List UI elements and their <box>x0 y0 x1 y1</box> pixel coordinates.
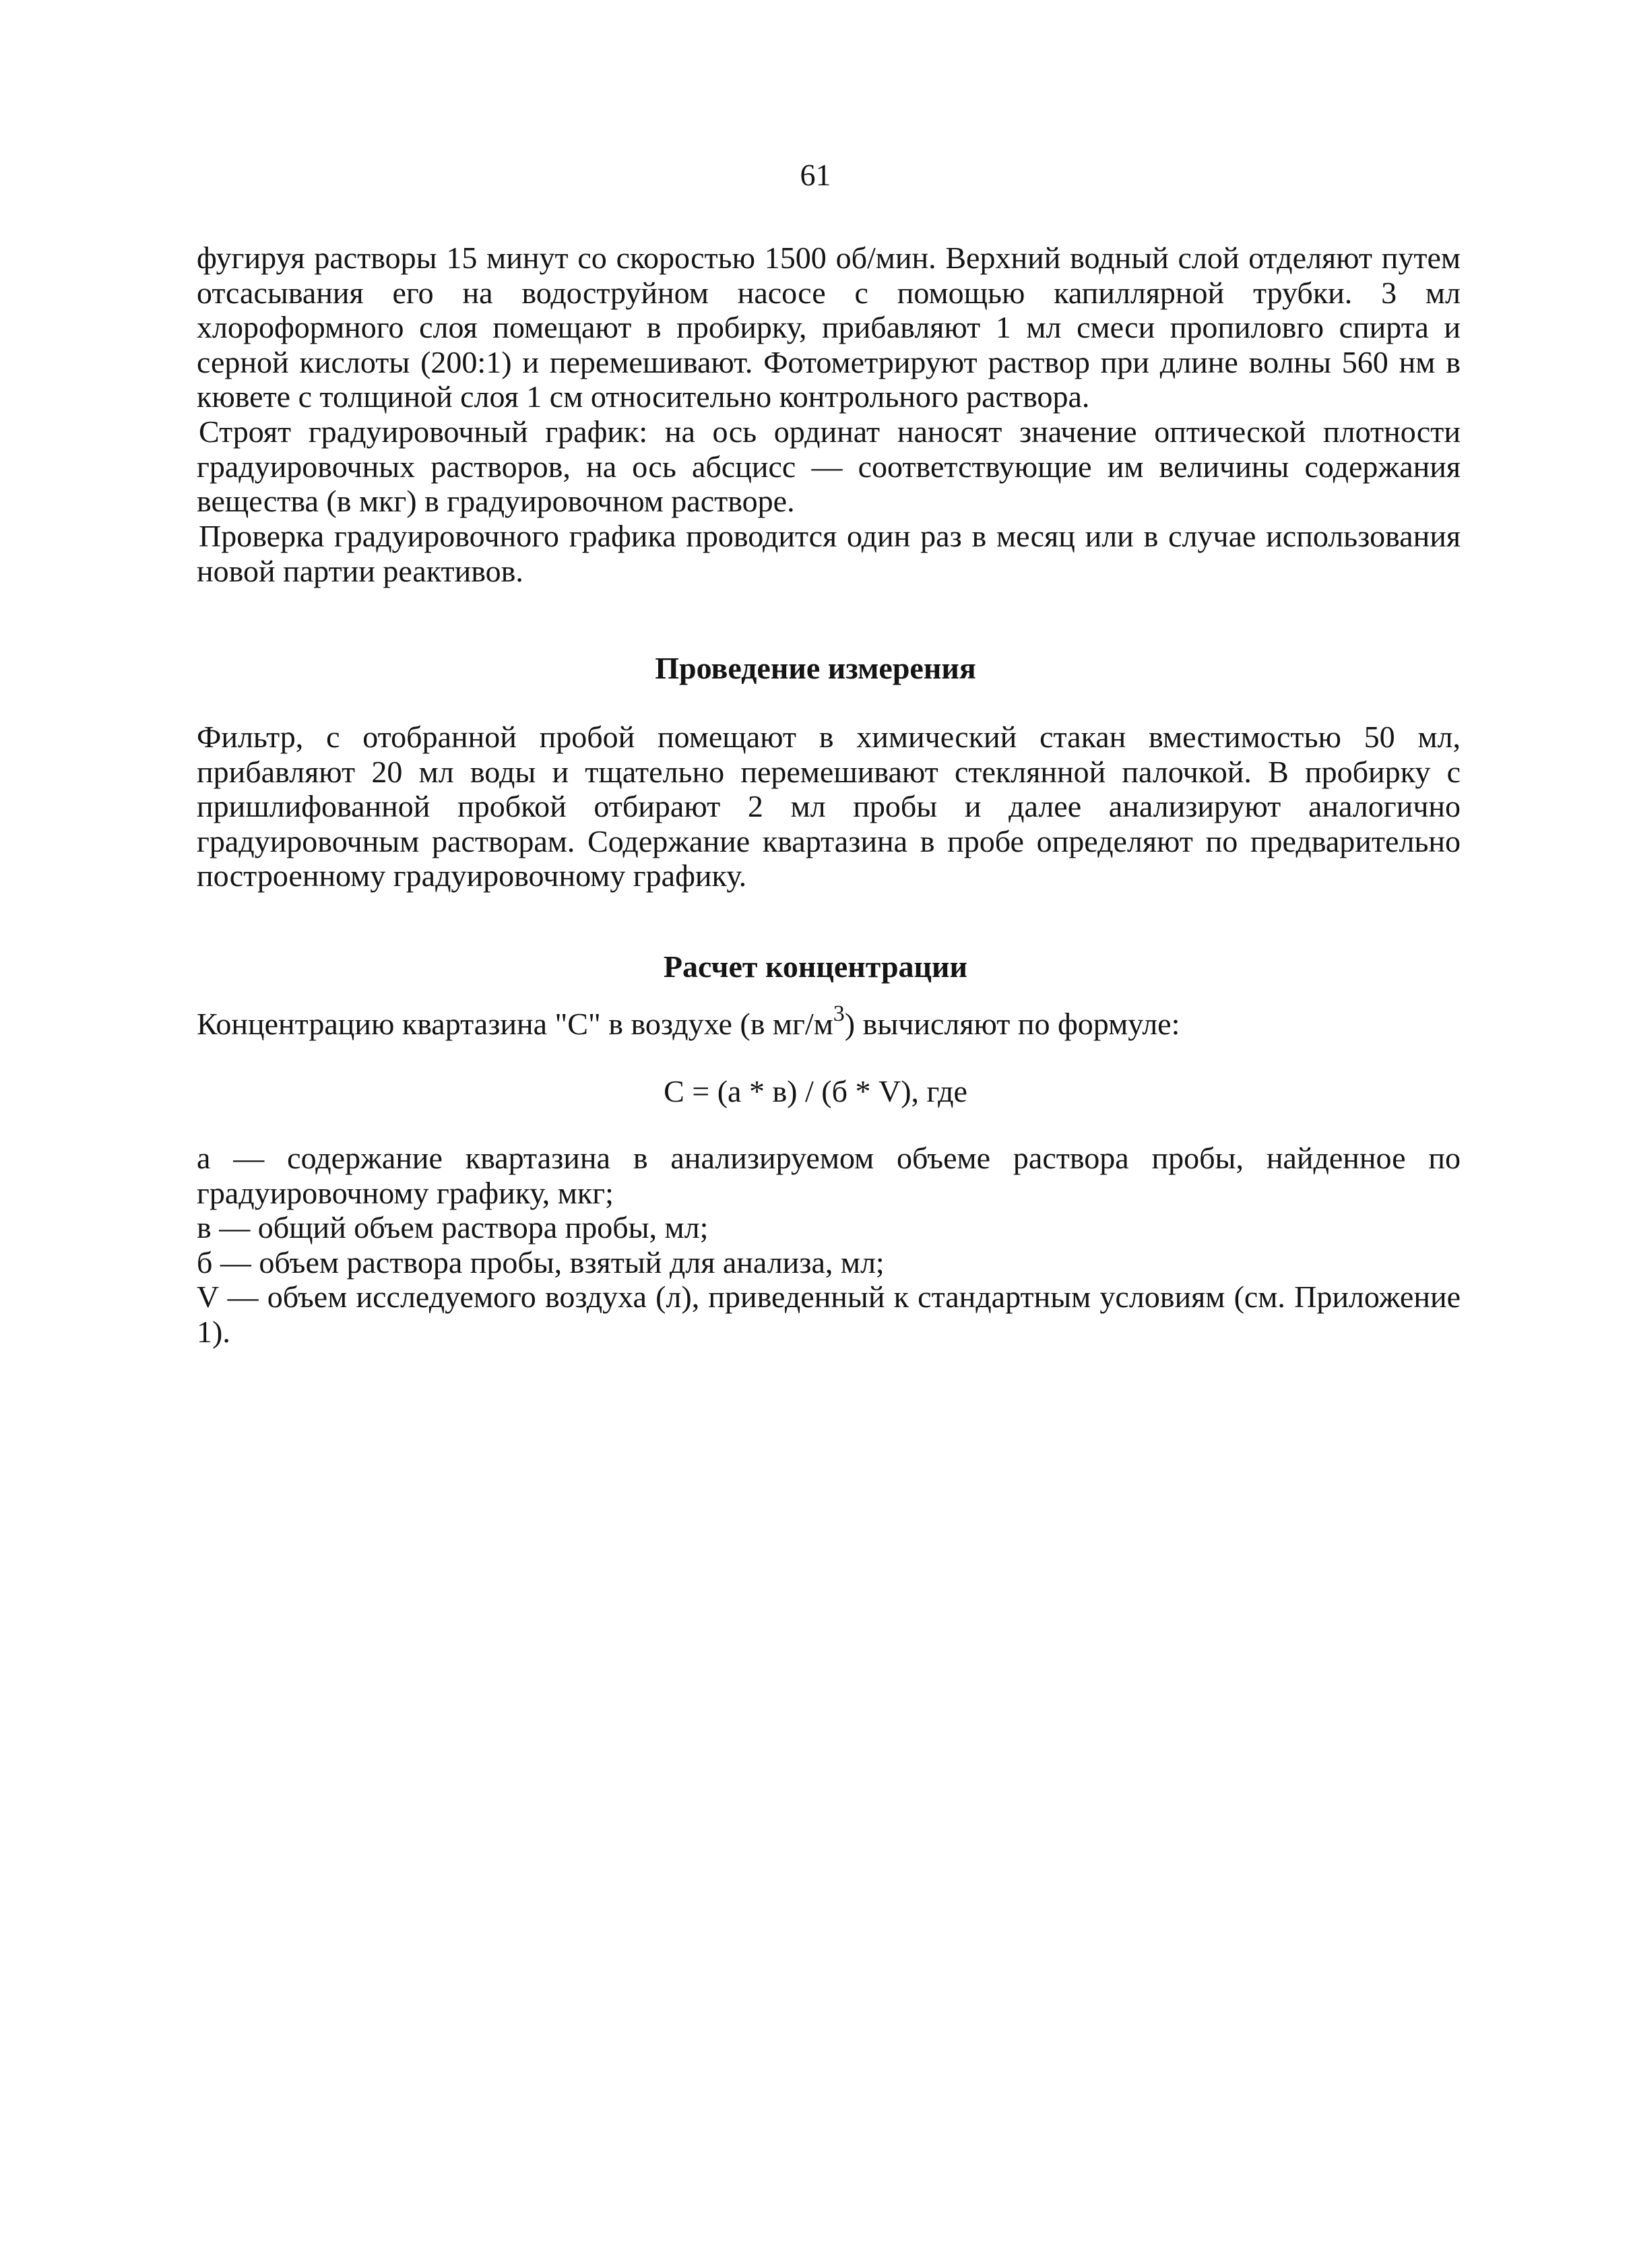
paragraph-graph-check: Проверка градуировочного графика проводится один раз в месяц или в случае использования новой партии реактивов. <box>197 519 1461 588</box>
concentration-formula: С = (а * в) / (б * V), где <box>664 1074 967 1108</box>
unit-exponent: 3 <box>833 1001 845 1026</box>
heading-calculation: Расчет концентрации <box>663 949 968 984</box>
paragraph-calibration-graph: Строят градуировочный график: на ось ординат наносят значение оптической плотности градуировочных растворов, на ось абсцисс — соответствующие им величины содержания вещества (в мкг) в градуировочном растворе. <box>197 414 1461 518</box>
heading-measurement: Проведение измерения <box>655 651 976 685</box>
definition-v-total: в — общий объем раствора пробы, мл; <box>197 1210 709 1245</box>
formula-intro <box>197 1001 1461 1048</box>
formula-intro-text: Концентрацию квартазина "С" в воздухе (в мг/м <box>197 1007 833 1041</box>
definition-air-volume: V — объем исследуемого воздуха (л), приведенный к стандартным условиям (см. Приложение 1). <box>197 1280 1461 1349</box>
page-number: 61 <box>800 158 831 192</box>
variable-definitions <box>197 1141 1461 1349</box>
definition-b: б — объем раствора пробы, взятый для анализа, мл; <box>197 1245 885 1280</box>
definition-a: а — содержание квартазина в анализируемом объеме раствора пробы, найденное по градуировочному графику, мкг; <box>197 1141 1461 1210</box>
paragraph-measurement: Фильтр, с отобранной пробой помещают в химический стакан вместимостью 50 мл, прибавляют 20 мл воды и тщательно перемешивают стеклянной палочкой. В пробирку с пришлифованной пробкой отбирают 2 мл пробы и далее анализируют аналогично градуировочным растворам. Содержание квартазина в пробе определяют по предварительно построенному градуировочному графику. <box>197 720 1461 893</box>
paragraph-centrifuge: фугируя растворы 15 минут со скоростью 1500 об/мин. Верхний водный слой отделяют путем отсасывания его на водоструйном насосе с помощью капиллярной трубки. 3 мл хлороформного слоя помещают в пробирку, прибавляют 1 мл смеси пропиловго спирта и серной кислоты (200:1) и перемешивают. Фотометрируют раствор при длине волны 560 нм в кювете с толщиной слоя 1 см относительно контрольного раствора. <box>197 241 1461 414</box>
formula-intro-tail: ) вычисляют по формуле: <box>844 1007 1180 1041</box>
